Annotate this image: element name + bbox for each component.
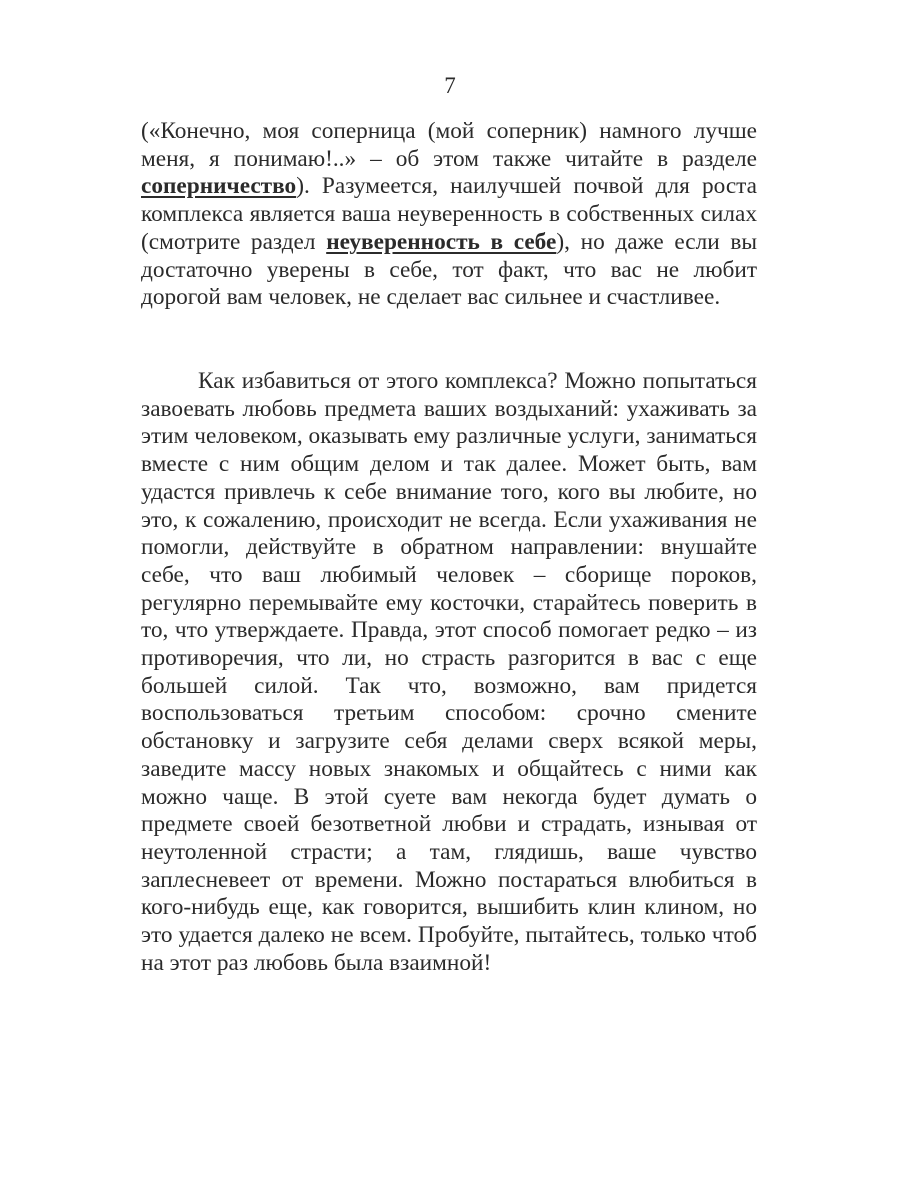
paragraph-1-text-part-3: ), но даже если вы достаточно уверены в себе, тот факт, что вас не любит дорогой вам человек, не сделает вас сильнее и счастливее. (141, 228, 758, 311)
cross-reference-rivalry: соперничество (141, 173, 297, 200)
paragraph-1-text-part-1: («Конечно, моя соперница (мой соперник) намного лучше меня, я понимаю!..» – об этом также читайте в разделе (141, 118, 757, 172)
cross-reference-self-doubt: неуверенность в себе (326, 228, 557, 255)
paragraph-1-text-part-2: ). Разумеется, наилучшей почвой для роста комплекса является ваша неуверенность в собственных силах (смотрите раздел (141, 173, 757, 255)
paragraph-2: Как избавиться от этого комплекса? Можно попытаться завоевать любовь предмета ваших воздыханий: ухаживать за этим человеком, оказывать ему различные услуги, заниматься вместе с ним общим делом и так далее. Может быть, вам удастся привлечь к себе внимание того, кого вы любите, но это, к сожалению, происходит не всегда. Если ухаживания не помогли, действуйте в обратном направлении: внушайте себе, что ваш любимый человек – сборище пороков, регулярно перемывайте ему косточки, старайтесь поверить в то, что утверждаете. Правда, этот способ помогает редко – из противоречия, что ли, но страсть разгорится в вас с еще большей силой. Так что, возможно, вам придется воспользоваться третьим способом: срочно смените обстановку и загрузите себя делами сверх всякой меры, заведите массу новых знакомых и общайтесь с ними как можно чаще. В этой суете вам некогда будет думать о предмете своей безответной любви и страдать, изнывая от неутоленной страсти; а там, глядишь, ваше чувство заплесневеет от времени. Можно постараться влюбиться в кого-нибудь еще, как говорится, вышибить клин клином, но это удается далеко не всем. Пробуйте, пытайтесь, только чтоб на этот раз любовь была взаимной! (141, 368, 757, 976)
paragraph-1 (141, 118, 757, 312)
page-number: 7 (444, 73, 456, 98)
